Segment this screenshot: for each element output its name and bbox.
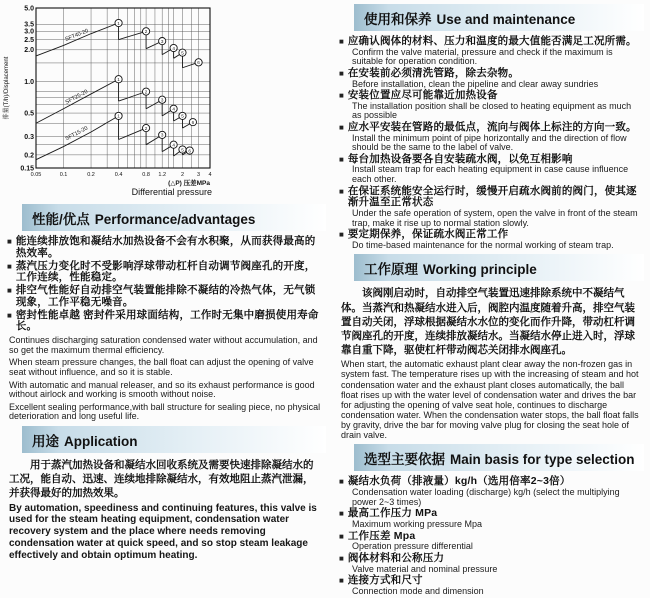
svg-text:5: 5 xyxy=(181,147,184,153)
bullet-icon: ■ xyxy=(339,91,344,101)
header-en: Main basis for type selection xyxy=(450,452,635,468)
item-text-cn: 能连续排放饱和凝结水加热设备不会有水积聚，从而获得最高的热效率。 xyxy=(15,235,316,259)
section-header-performance xyxy=(22,204,326,231)
svg-text:0.1: 0.1 xyxy=(59,172,68,178)
list-item xyxy=(7,236,324,260)
bullet-icon: ■ xyxy=(339,154,344,164)
svg-text:0.2: 0.2 xyxy=(24,152,34,160)
svg-text:5.0: 5.0 xyxy=(24,5,34,13)
svg-text:3: 3 xyxy=(160,38,164,44)
svg-text:1: 1 xyxy=(117,77,120,83)
svg-text:6: 6 xyxy=(188,148,191,154)
item-text-en: Install steam trap for each heating equipment in case cause influence each other. xyxy=(352,164,629,184)
section-header-working-principle xyxy=(354,254,644,281)
item-text-cn: 工作压差 Mpa xyxy=(347,529,416,542)
svg-text:1.0: 1.0 xyxy=(24,78,34,86)
item-text-en: Valve material and nominal pressure xyxy=(352,563,498,574)
bullet-icon: ■ xyxy=(7,237,12,246)
list-item xyxy=(339,229,642,250)
svg-text:0.4: 0.4 xyxy=(114,172,123,178)
application-text-en: By automation, speediness and continuing features, this valve is used for the steam heating equipment, condensation water recovery system and the place where needs removing condensation water at quick speed, and so stop steam leakage effectively and obtain optimum heating. xyxy=(9,502,317,561)
svg-text:5: 5 xyxy=(181,50,184,56)
bullet-icon: ■ xyxy=(7,310,12,320)
svg-text:0.2: 0.2 xyxy=(87,172,95,178)
bullet-icon: ■ xyxy=(339,531,344,541)
item-text-cn: 最高工作压力 MPa xyxy=(347,507,438,520)
svg-text:0.15: 0.15 xyxy=(20,165,34,173)
svg-text:3.0: 3.0 xyxy=(24,28,34,36)
item-text-en: Before installation, clean the pipeline and clear away sundries xyxy=(352,78,599,89)
list-item xyxy=(339,186,642,229)
svg-text:2: 2 xyxy=(144,125,148,131)
item-text-cn: 安装位置应尽可能靠近加热设备 xyxy=(347,89,498,102)
bullet-icon: ■ xyxy=(339,186,344,196)
item-text-en: Connection mode and dimension xyxy=(352,585,484,596)
item-text-en: Install the minimum point of pipe horizontally and the direction of flow should be the same to the label of valve. xyxy=(352,132,627,153)
list-item xyxy=(339,36,642,67)
svg-text:2: 2 xyxy=(144,29,148,35)
header-en: Application xyxy=(64,434,138,449)
item-text-cn: 在保证系统能安全运行时，缓慢开启疏水阀前的阀门，使其逐渐升温至正常状态 xyxy=(347,184,637,209)
item-text-cn: 凝结水负荷（排液量）kg/h（选用倍率2~3倍） xyxy=(347,475,571,488)
svg-text:(△P) 压差MPa: (△P) 压差MPa xyxy=(168,180,210,187)
application-text-cn: 用于蒸汽加热设备和凝结水回收系统及需要快速排除凝结水的工况，能自动、迅速、连续地排除凝结水，有效地阻止蒸汽泄漏，并获得最好的加热效果。 xyxy=(9,459,314,500)
svg-text:2: 2 xyxy=(180,172,185,178)
header-cn: 工作原理 xyxy=(364,262,418,278)
chart-svg xyxy=(0,0,328,200)
bullet-icon: ■ xyxy=(339,122,344,132)
list-item xyxy=(339,90,642,121)
section-working-principle xyxy=(332,254,646,440)
section-performance xyxy=(0,204,328,422)
svg-text:3: 3 xyxy=(197,172,201,178)
svg-text:4: 4 xyxy=(172,106,175,112)
section-header-type-selection xyxy=(354,444,644,471)
header-en: Performance/advantages xyxy=(94,212,256,227)
item-text-cn: 每台加热设备要各自安装疏水阀，以免互相影响 xyxy=(347,152,573,165)
bullet-icon: ■ xyxy=(339,477,344,487)
svg-text:Differential pressure: Differential pressure xyxy=(131,187,212,197)
item-text-cn: 排空气性能好自动排空气装置能排除不凝结的冷热气体，无气锁现象，工作平稳无噪音。 xyxy=(15,284,316,308)
bullet-icon: ■ xyxy=(7,286,12,295)
principle-text-en: When start, the automatic exhaust plant clear away the non-frozen gas in system fast. The temperature rises up with the increasing of steam and hot condensation water and the exhaust plant closes automatically, the ball float rises up with the water level of condensation water and drives the bar for adjusting the opening of valve seat hole, continues to discharge condensation water. When the condensation water stops, the ball float falls by gravity, drive the bar for moving valve plug for closing the seat hole of drain valve. xyxy=(341,359,639,441)
svg-text:0.5: 0.5 xyxy=(24,110,34,118)
item-text-en: Maximum working pressure Mpa xyxy=(352,519,483,530)
item-text-en: Operation pressure differential xyxy=(352,541,473,552)
svg-text:3: 3 xyxy=(160,132,164,138)
list-item xyxy=(7,261,324,285)
svg-text:SFT40-20: SFT40-20 xyxy=(64,28,90,43)
svg-text:1.2: 1.2 xyxy=(158,172,167,178)
svg-text:0.05: 0.05 xyxy=(30,172,42,178)
bullet-icon: ■ xyxy=(339,230,344,240)
section-application xyxy=(0,426,328,562)
list-item xyxy=(339,68,642,89)
svg-text:0.3: 0.3 xyxy=(24,133,34,141)
list-item xyxy=(7,285,324,309)
bullet-icon: ■ xyxy=(339,576,344,586)
principle-text-cn: 该阀刚启动时，自动排空气装置迅速排除系统中不凝结气体。当蒸汽和热凝结水进入后，阀腔内温度随着升高，排空气装置自动关闭，浮球根据凝结水水位的变化而作升降，带动杠杆调节阀座孔的开度，连续排放凝结水。当凝结水停止进入时，浮球靠自重下降，驱使杠杆带动阀芯关闭排水阀座孔。 xyxy=(341,287,635,357)
svg-text:2.0: 2.0 xyxy=(24,47,34,55)
svg-text:SFT25-20: SFT25-20 xyxy=(64,88,90,106)
svg-text:3: 3 xyxy=(160,97,164,103)
selection-list xyxy=(339,476,642,596)
header-cn: 用途 xyxy=(32,434,59,449)
list-item xyxy=(7,310,324,334)
list-item xyxy=(339,575,642,596)
performance-bullets xyxy=(7,236,324,333)
section-type-selection xyxy=(332,444,646,596)
bullet-icon: ■ xyxy=(339,553,344,563)
bullet-icon: ■ xyxy=(339,68,344,78)
item-text-cn: 在安装前必须清洗管路，除去杂物。 xyxy=(347,66,520,79)
left-column xyxy=(0,0,328,564)
svg-text:5: 5 xyxy=(181,113,184,119)
item-text-en: Confirm the valve material, pressure and check if the maximum is suitable for operation condition. xyxy=(352,46,613,67)
header-en: Working principle xyxy=(423,262,537,278)
item-text-cn: 密封性能卓越 密封件采用球面结构，工作时无集中磨损使用寿命长。 xyxy=(15,308,319,333)
performance-english-block xyxy=(9,336,324,422)
item-text-cn: 连接方式和尺寸 xyxy=(347,574,423,587)
item-text-cn: 阀体材料和公称压力 xyxy=(347,551,445,564)
svg-text:6: 6 xyxy=(197,60,200,66)
svg-text:1: 1 xyxy=(117,20,120,26)
header-cn: 使用和保养 xyxy=(364,12,432,27)
bullet-icon: ■ xyxy=(339,509,344,519)
svg-text:4: 4 xyxy=(208,172,212,178)
section-header-use-maintenance xyxy=(354,4,644,31)
header-cn: 性能/优点 xyxy=(32,212,90,227)
item-text-en: The installation position shall be closed to heating equipment as much as possible xyxy=(352,100,632,121)
displacement-chart xyxy=(0,0,328,200)
svg-text:0.8: 0.8 xyxy=(142,172,150,178)
list-item xyxy=(339,154,642,185)
section-use-maintenance xyxy=(332,4,646,250)
paragraph: Continues discharging saturation condensed water without accumulation, and so get the maximum thermal efficiency. xyxy=(9,335,318,355)
svg-text:SFT15-20: SFT15-20 xyxy=(64,125,90,143)
svg-text:排量(T/h)/Displacement: 排量(T/h)/Displacement xyxy=(4,56,10,120)
list-item xyxy=(339,122,642,153)
list-item xyxy=(339,508,642,529)
svg-text:3.5: 3.5 xyxy=(24,21,34,29)
paragraph: Excellent sealing performance,with ball structure for sealing piece, no physical deterioration and long useful life. xyxy=(9,401,321,422)
svg-text:6: 6 xyxy=(191,119,195,125)
list-item xyxy=(339,476,642,507)
svg-text:1: 1 xyxy=(117,113,120,119)
svg-text:2: 2 xyxy=(144,89,148,95)
header-en: Use and maintenance xyxy=(436,12,576,27)
item-text-en: Do time-based maintenance for the normal working of steam trap. xyxy=(352,239,614,250)
item-text-en: Condensation water loading (discharge) kg/h (select the multiplying power 2~3 times) xyxy=(352,487,620,507)
item-text-cn: 蒸汽压力变化时不受影响浮球带动杠杆自动调节阀座孔的开度，工作连续，性能稳定。 xyxy=(15,259,316,284)
paragraph: When steam pressure changes, the ball float can adjust the opening of valve seat without influence, and so it is stable. xyxy=(9,357,314,377)
paragraph: With automatic and manual releaser, and so its exhaust performance is good without airlock and working is smooth without noise. xyxy=(9,379,315,400)
header-cn: 选型主要依据 xyxy=(364,452,445,468)
bullet-icon: ■ xyxy=(339,37,344,46)
item-text-en: Under the safe operation of system, open the valve in front of the steam trap, make it rise up to normal station slowly. xyxy=(352,208,638,228)
svg-text:4: 4 xyxy=(172,45,175,51)
list-item xyxy=(339,553,642,574)
maintenance-list xyxy=(339,36,642,250)
svg-text:2.5: 2.5 xyxy=(24,37,34,45)
svg-text:4: 4 xyxy=(172,142,175,148)
item-text-cn: 应确认阀体的材料、压力和温度的最大值能否满足工况所需。 xyxy=(347,35,637,47)
list-item xyxy=(339,531,642,552)
right-column xyxy=(332,0,646,598)
section-header-application xyxy=(22,426,326,453)
item-text-cn: 要定期保养，保证疏水阀正常工作 xyxy=(347,228,509,241)
item-text-cn: 应水平安装在管路的最低点，流向与阀体上标注的方向一致。 xyxy=(347,120,637,133)
bullet-icon: ■ xyxy=(7,261,12,271)
